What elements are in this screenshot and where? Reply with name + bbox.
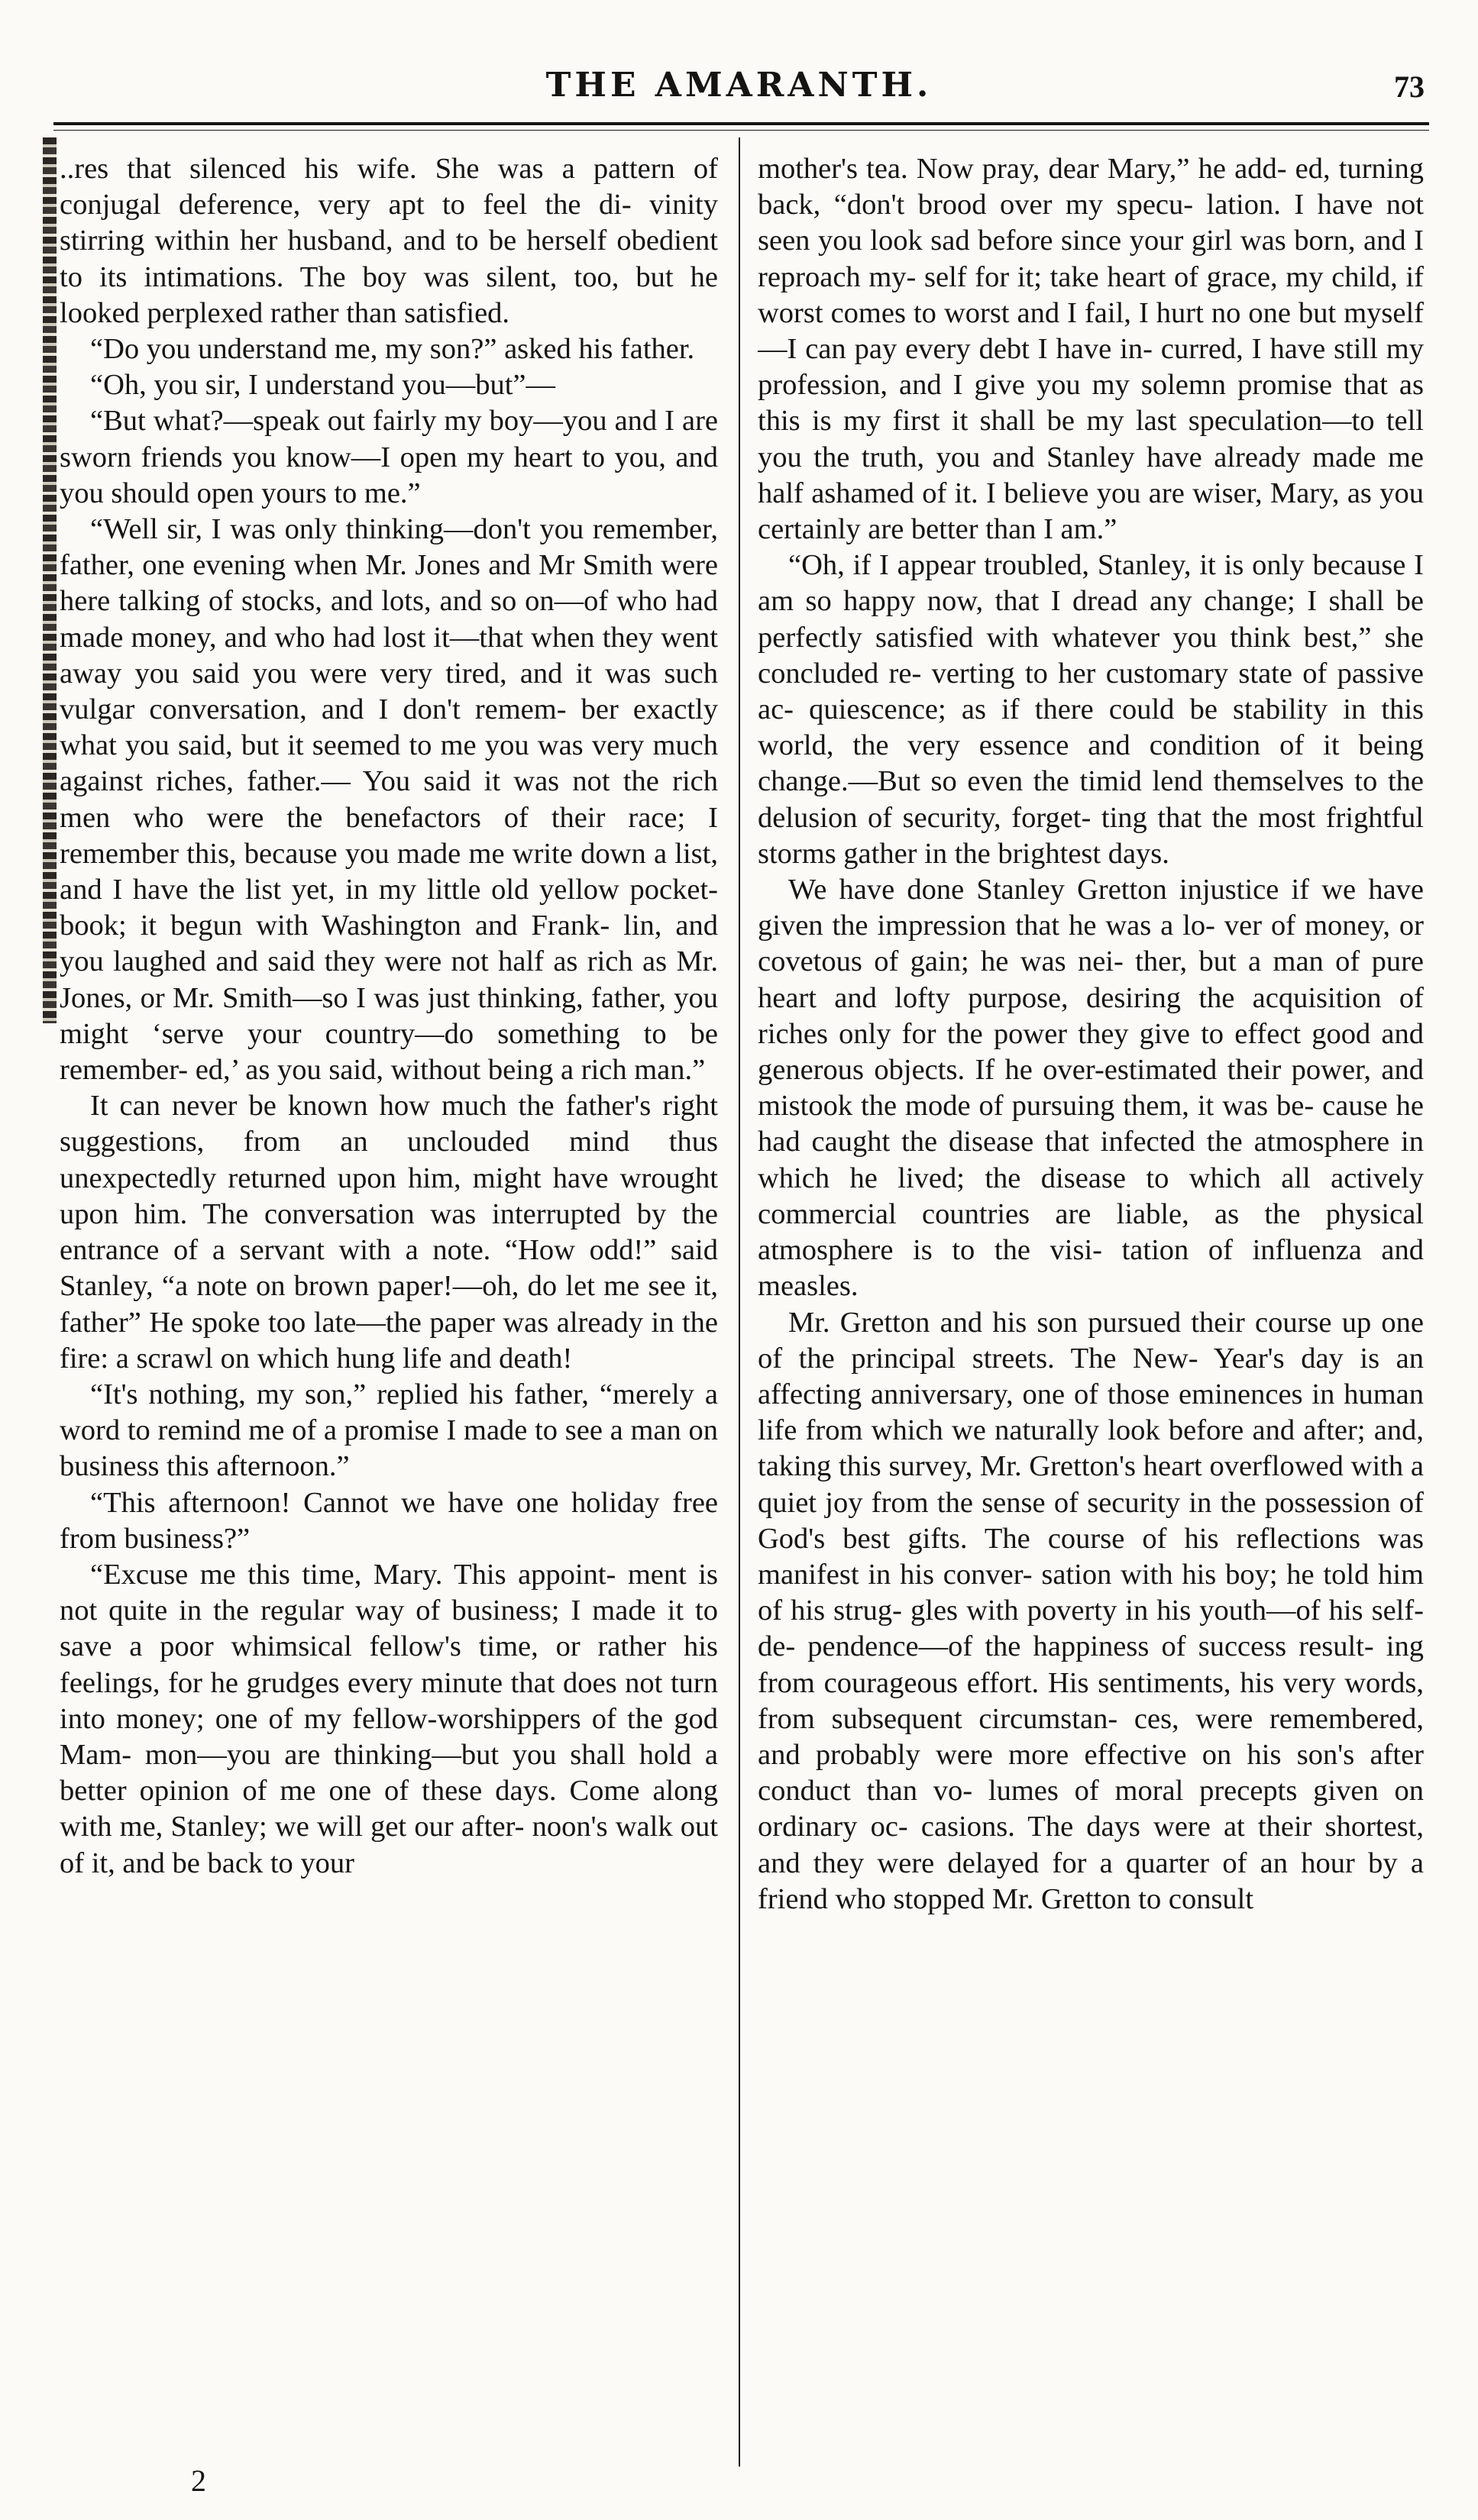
signature-mark: 2	[191, 2463, 206, 2498]
header-rule-thick	[53, 122, 1429, 125]
column-divider	[739, 137, 740, 2467]
paragraph: “Oh, if I appear troubled, Stanley, it is only because I am so happy now, that I dread any change; I shall be perfectly satisfied with whatever you think best,” she concluded re- verting to her customary state of passive ac- quiescence; as if there could be stability in this world, the very essence and condition of it being change.—But so even the timid lend themselves to the delusion of security, forget- ting that the most frightful storms gather in the brightest days.	[758, 549, 1424, 870]
paragraph: “Excuse me this time, Mary. This appoint- ment is not quite in the regular way of business; I made it to save a poor whimsical fellow's time, or rather his feelings, for he grudges every minute that does not turn into money; one of my fellow-worshippers of the god Mam- mon—you are thinking—but you shall hold a better opinion of me one of these days. Come along with me, Stanley; we will get our after- noon's walk out of it, and be back to your	[60, 1558, 718, 1879]
paragraph: “Do you understand me, my son?” asked his father.	[90, 333, 695, 366]
paragraph: mother's tea. Now pray, dear Mary,” he add- ed, turning back, “don't brood over my specu- lation. I have not seen you look sad before since your girl was born, and I reproach my- self for it; take heart of grace, my child, if worst comes to worst and I fail, I hurt no one but myself—I can pay every debt I have in- curred, I have still my profession, and I give you my solemn promise that as this is my first it shall be my last speculation—to tell you the truth, you and Stanley have already made me half ashamed of it. I believe you are wiser, Mary, as you certainly are better than I am.”	[758, 153, 1424, 546]
paragraph: ..res that silenced his wife. She was a pattern of conjugal deference, very apt to feel the di- vinity stirring within her husband, and to be herself obedient to its intimations. The boy was silent, too, but he looked perplexed rather than satisfied.	[60, 153, 718, 329]
paragraph: “It's nothing, my son,” replied his father, “merely a word to remind me of a promise I made to see a man on business this afternoon.”	[60, 1378, 718, 1483]
paragraph: “But what?—speak out fairly my boy—you and I are sworn friends you know—I open my heart to you, and you should open yours to me.”	[60, 405, 718, 509]
left-column	[60, 151, 718, 2473]
page-number: 73	[1394, 69, 1425, 104]
paragraph: It can never be known how much the father's right suggestions, from an unclouded mind thus unexpectedly returned upon him, might have wrought upon him. The conversation was interrupted by the entrance of a servant with a note. “How odd!” said Stanley, “a note on brown paper!—oh, do let me see it, father” He spoke too late—the paper was already in the fire: a scrawl on which hung life and death!	[60, 1090, 718, 1375]
paragraph: “Oh, you sir, I understand you—but”—	[90, 369, 556, 402]
binding-edge	[43, 137, 57, 1023]
paragraph: “This afternoon! Cannot we have one holiday free from business?”	[60, 1486, 718, 1555]
paragraph: Mr. Gretton and his son pursued their course up one of the principal streets. The New- Year's day is an affecting anniversary, one of those eminences in human life from which we naturally look before and after; and, taking this survey, Mr. Gretton's heart overflowed with a quiet joy from the sense of security in the possession of God's best gifts. The course of his reflections was manifest in his conver- sation with his boy; he told him of his strug- gles with poverty in his youth—of his self-de- pendence—of the happiness of success result- ing from courageous effort. His sentiments, his very words, from subsequent circumstan- ces, were remembered, and probably were more effective on his son's after conduct than vo- lumes of moral precepts given on ordinary oc- casions. The days were at their shortest, and they were delayed for a quarter of an hour by a friend who stopped Mr. Gretton to consult	[758, 1306, 1424, 1915]
paragraph: We have done Stanley Gretton injustice if we have given the impression that he was a lo- ver of money, or covetous of gain; he was nei- ther, but a man of pure heart and lofty purpose, desiring the acquisition of riches only for the power they give to effect good and generous objects. If he over-estimated their power, and mistook the mode of pursuing them, it was be- cause he had caught the disease that infected the atmosphere in which he lived; the disease to which all actively commercial countries are liable, as the physical atmosphere is to the visi- tation of influenza and measles.	[758, 874, 1424, 1303]
paragraph: “Well sir, I was only thinking—don't you remember, father, one evening when Mr. Jones and Mr Smith were here talking of stocks, and lots, and so on—of who had made money, and who had lost it—that when they went away you said you were very tired, and it was such vulgar conversation, and I don't remem- ber exactly what you said, but it seemed to me you was very much against riches, father.— You said it was not the rich men who were the benefactors of their race; I remember this, because you made me write down a list, and I have the list yet, in my little old yellow pocket- book; it begun with Washington and Frank- lin, and you laughed and said they were not half as rich as Mr. Jones, or Mr. Smith—so I was just thinking, father, you might ‘serve your country—do something to be remember- ed,’ as you said, without being a rich man.”	[60, 513, 718, 1087]
header-rule-thin	[53, 130, 1429, 131]
right-column	[758, 151, 1424, 2473]
running-title: THE AMARANTH.	[545, 66, 933, 105]
